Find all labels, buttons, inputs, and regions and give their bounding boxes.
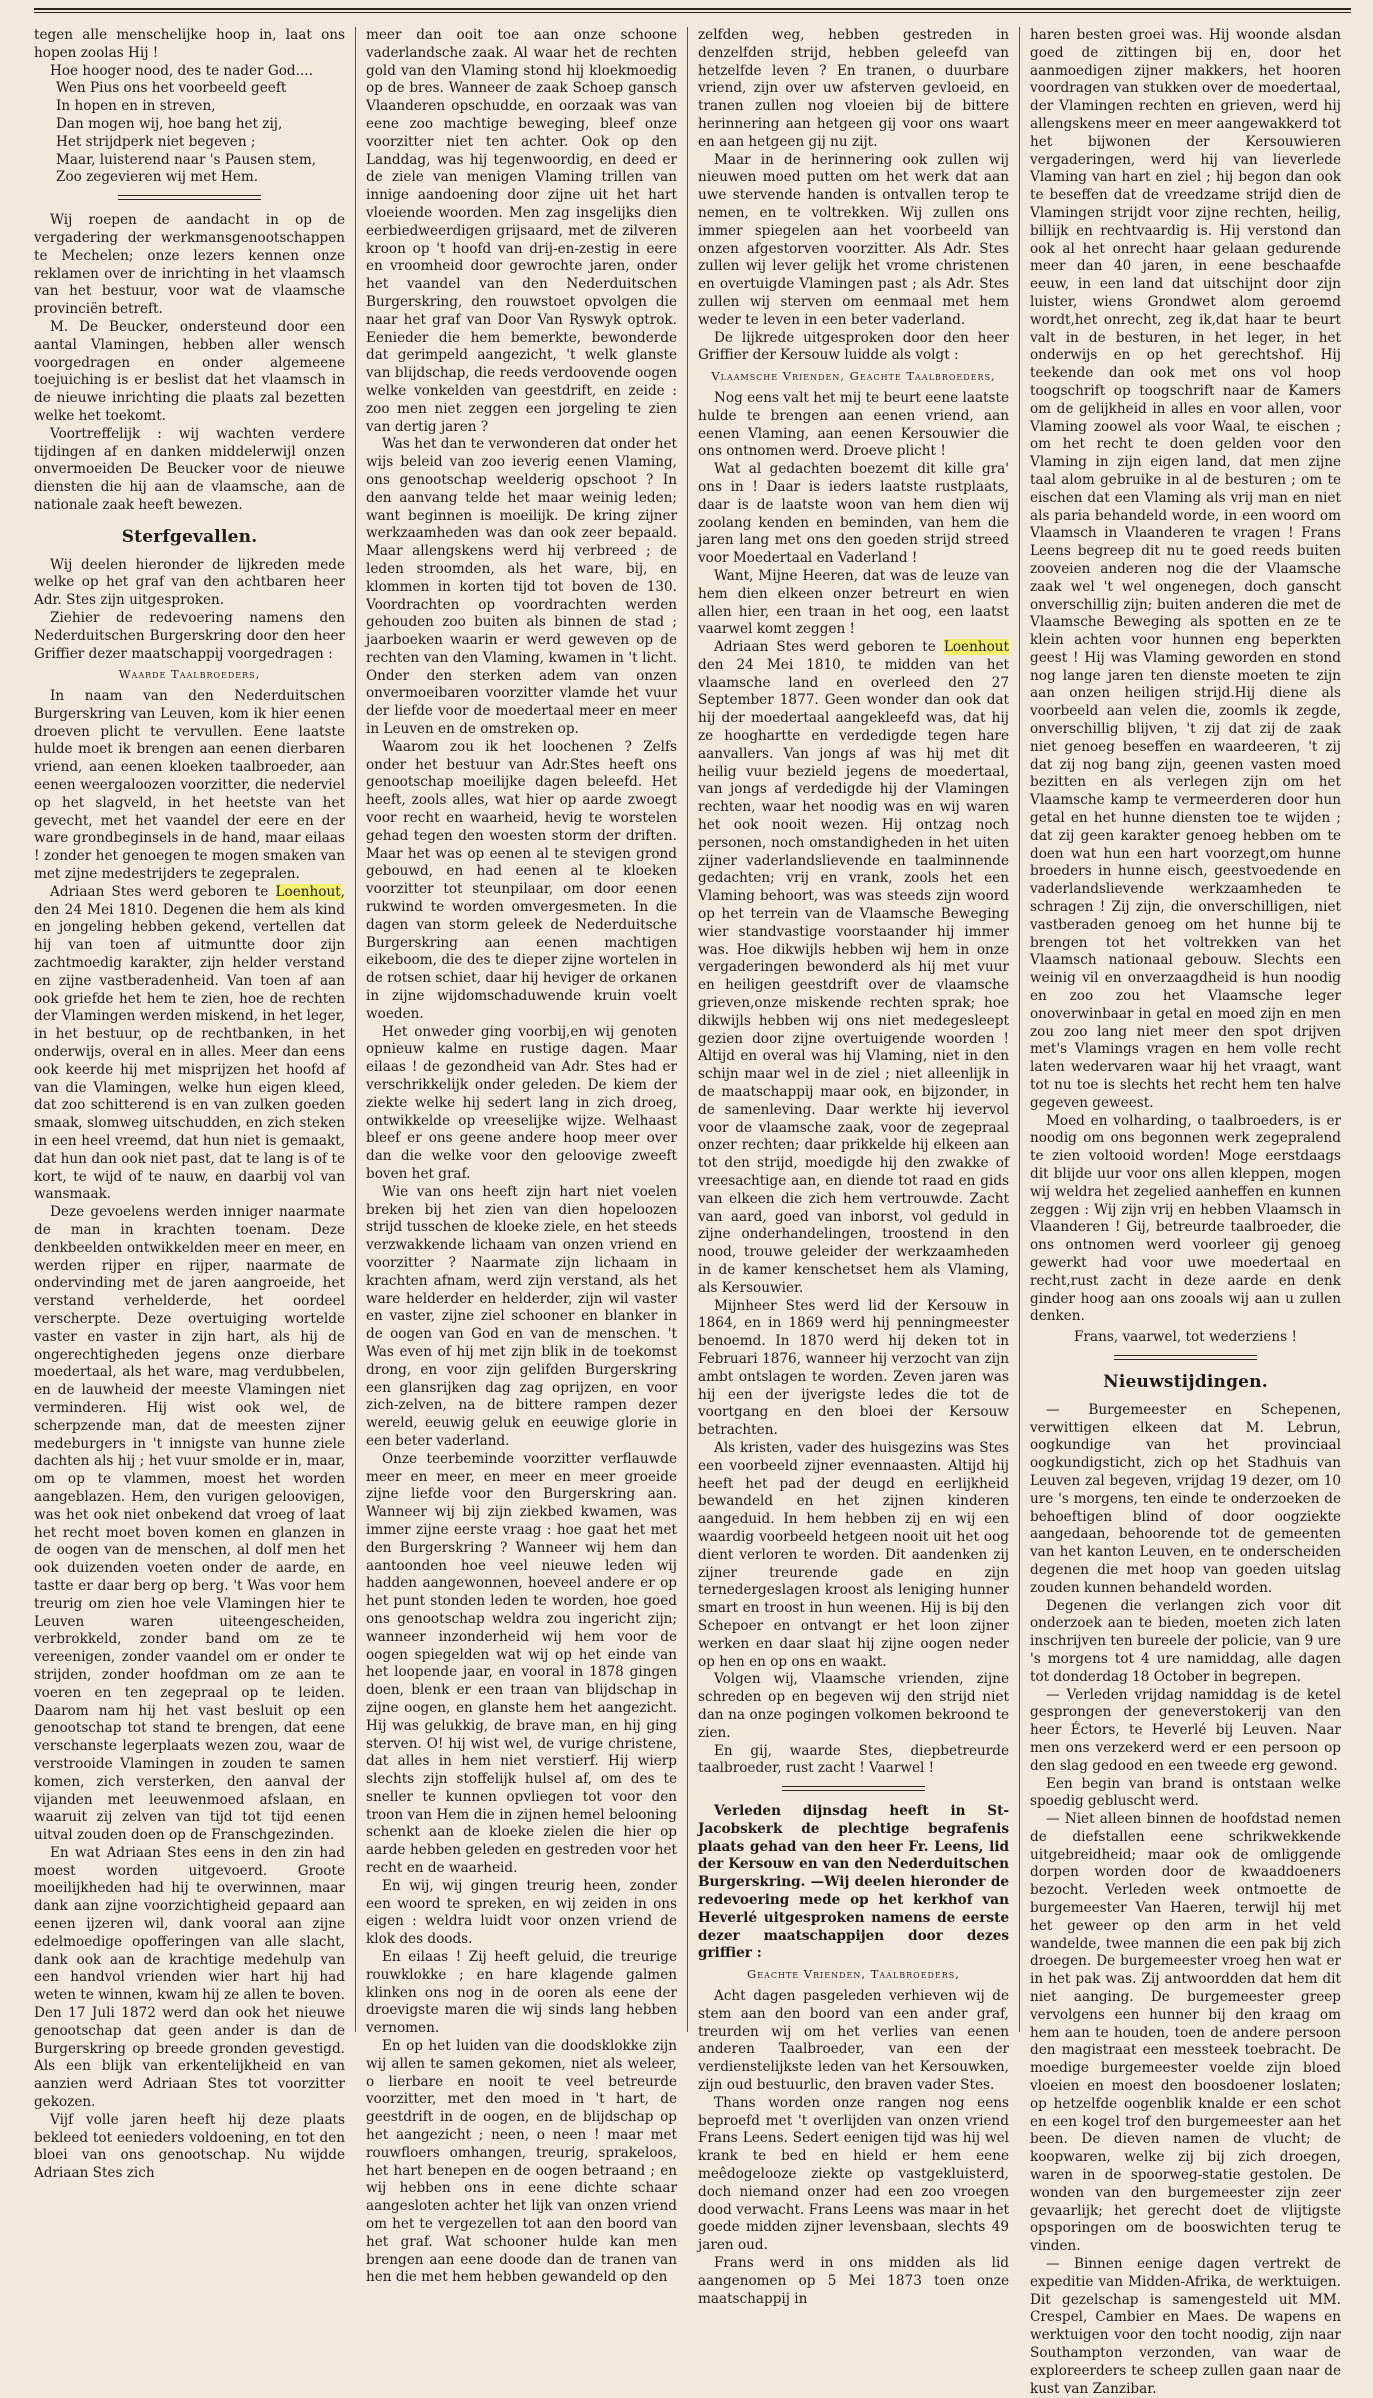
article-paragraph: Wij deelen hieronder de lijkreden mede welke op het graf van den achtbaren heer Adr. Stes zijn uitgesproken.: [34, 556, 345, 609]
article-paragraph: [34, 884, 345, 1204]
article-paragraph: Wat al gedachten boezemt dit kille gra' ons in ! Daar is ieders laatste rustplaats, daar is de laatste woon van hem dien wij zoolang kenden en beminden, van hem die jaren lang met ons den goeden strijd streed voor Moedertaal en Vaderland !: [698, 461, 1009, 567]
article-paragraph: M. De Beucker, ondersteund door een aantal Vlamingen, hebben aller wensch voorgedragen en onder algemeene toejuiching is er beslist dat het vlaamsch in de nieuwe inrichting die plaats zal bezetten welke het toekomt.: [34, 318, 345, 424]
section-divider: [782, 1786, 925, 1791]
column-2: [356, 27, 688, 2286]
article-paragraph: Een begin van brand is ontstaan welke spoedig gebluscht werd.: [1030, 1775, 1341, 1810]
signature-line: Frans, vaarwel, tot wederziens !: [1074, 1329, 1297, 1346]
column-3: [688, 27, 1020, 2307]
article-paragraph: Thans worden onze rangen nog eens beproefd met 't overlijden van onzen vriend Frans Leens. Sedert eenigen tijd was hij wel krank te bed en hield er hem eene meêdogelooze ziekte op vastgekluisterd, doch niemand onzer had een zoo vroegen dood verwacht. Frans Leens was maar in het goede midden zijner levensbaan, slechts 49 jaren oud.: [698, 2094, 1009, 2254]
verse-line-6: Zoo zegevieren wij met Hem.: [56, 169, 259, 186]
article-paragraph: Voortreffelijk : wij wachten verdere tijdingen af en danken middelerwijl onzen onvermoeiden De Beucker voor de nieuwe diensten die hij aan de vlaamsche, aan de nationale zaak heeft bewezen.: [34, 425, 345, 513]
article-paragraph: Degenen die verlangen zich voor dit onderzoek aan te bieden, moeten zich laten inschrijven ten bureele der policie, van 9 ure 's morgens tot 4 ure namiddag, alle dagen tot donderdag 18 October in begrepen.: [1030, 1597, 1341, 1685]
article-paragraph: Moed en volharding, o taalbroeders, is er noodig om ons begonnen werk zegepralend te zien voltooid worden! Moge eerstdaags dit blijde uur voor ons allen kleppen, mogen wij weldra het zegelied aanheffen en kunnen zeggen : Wij zijn vrij en hebben Vlaamsch in Vlaanderen ! Gij, betreurde taalbroeder, die ons ontnomen werd voorleer gij genoeg gewerkt had voor uwe moedertaal en recht,rust zacht in deze aarde en denk ginder hoog aan ons zooals wij aan u zullen denken.: [1030, 1112, 1341, 1325]
article-paragraph: En op het luiden van die doodsklokke zijn wij allen te samen gekomen, niet als weleer, o lierbare en nooit te veel betreurde voorzitter, met den moed in 't hart, de geestdrift in de oogen, en de blijdschap op het aangezicht ; neen, o neen ! maar met rouwfloers omhangen, treurig, sprakeloos, het hart benepen en de oogen betraand ; en wij hebben ons in eene dichte schaar aangesloten achter het lijk van onzen vriend om het te vergezellen tot aan den boord van het graf. Wat schooner hulde kan men brengen aan eene doode dan de tranen van hen die met hem hebben gewandeld op den: [366, 2038, 677, 2286]
article-paragraph: De lijkrede uitgesproken door den heer Griffier der Kersouw luidde als volgt :: [698, 329, 1009, 364]
article-paragraph: Vijf volle jaren heeft hij deze plaats bekleed tot eenieders voldoening, en tot den bloei van ons genootschap. Nu wijdde Adriaan Stes zich: [34, 2111, 345, 2182]
article-paragraph: Wie van ons heeft zijn hart niet voelen breken bij het zien van dien hopeloozen strijd tusschen de kloeke ziele, en het steeds verzwakkende lichaam van onzen vriend en voorzitter ? Naarmate zijn lichaam in krachten afnam, werd zijn verstand, als het ware helderder en helderder, zijn wil vaster en vaster, zijne ziel schooner en blanker in de oogen van God en van de menschen. 't Was even of hij met zijn blik in de toekomst drong, en voor zijn gelifden Burgerskring een glansrijken dag zag oprijzen, en voor zich-zelven, na de bittere rampen dezer wereld, eeuwig geluk en eeuwige glorie in een beter vaderland.: [366, 1183, 677, 1449]
article-paragraph: meer dan ooit toe aan onze schoone vaderlandsche zaak. Al waar het de rechten gold van den Vlaming stond hij kloekmoedig op de bres. Wanneer de zaak Schoep gansch Vlaanderen opschudde, en oorzaak was van eene zoo machtige beweging, bleef onze voorzitter niet ten achter. Ook op den Landdag, was hij tegenwoordig, en deed er de ziele van menigen Vlaming trillen van innige aandoening door zijne uit het hart vloeiende woorden. Men zag insgelijks dien eerbiedweerdigen grijsaard, met de zilveren kroon op 't hoofd van drij-en-zestig in eere en vroomheid door gewrochte jaren, onder het vaandel van den Nederduitschen Burgerskring, den rouwstoet opvolgen die naar het graf van Door Van Ryswyk optrok. Eenieder die hem bemerkte, bewonderde dat gerimpeld aangezicht, 't welk glanste van blijdschap, die reeds verdoovende oogen welke vonkelden van geestdrift, en zeide : zoo men niet zeggen een jorgeling te zien van dertig jaren ?: [366, 27, 677, 435]
article-paragraph: Onze teerbeminde voorzitter verflauwde meer en meer, en meer en meer groeide zijne liefde voor den Burgerskring aan. Wanneer wij bij zijn ziekbed kwamen, was immer zijne eerste vraag : hoe gaat het met den Burgerskring ? Wanneer wij hem dan aantoonden hoe veel nieuwe leden wij hadden aangewonnen, hoeveel andere er op het punt stonden leden te worden, hoe goed ons genootschap weldra zou ingericht zijn; wanneer inzonderheid wij hem voor de oogen spiegelden wat wij op het einde van het loopende jaar, en vooral in 1878 gingen doen, blenk er een traan van blijdschap in zijne oogen, en glanste hem het aangezicht. Hij was gelukkig, de brave man, en hij ging sterven. O! hij wist wel, de vurige christene, dat alles in hem niet verstierf. Hij wierp slechts zijn stoffelijk hulsel af, om des te sneller te kunnen opvliegen tot voor den troon van Hem die in zijnen hemel belooning schenkt aan de kloeke zielen die hier op aarde hebben geleden en gestreden voor het recht en de waarheid.: [366, 1450, 677, 1877]
verse-line-4: Het strijdperk niet begeven ;: [56, 133, 256, 150]
article-paragraph: — Binnen eenige dagen vertrekt de expeditie van Midden-Afrika, de werktuigen. Dit gezelschap is samengesteld uit MM. Crespel, Cambier en Maes. De wapens en werktuigen voor den tocht noodig, zijn naar Southampton verzonden, van waar de exploreerders te scheep zullen gaan naar de kust van Zanzibar.: [1030, 2256, 1341, 2397]
article-paragraph: Volgen wij, Vlaamsche vrienden, zijne schreden op en begeven wij den strijd niet dan na onze pogingen volkomen bekroond te zien.: [698, 1671, 1009, 1741]
verse: [34, 80, 345, 187]
article-paragraph: Deze gevoelens werden inniger naarmate de man in krachten toenam. Deze denkbeelden ontwikkelden meer en meer, en werden rijper en rijper, naarmate de ondervinding met de jaren aangroeide, het verstand verhelderde, het oordeel verscherpte. Deze overtuiging wortelde vaster en vaster in zijn hart, als hij de ongerechtigheden jegens onze dierbare moedertaal, als het ware, mag verdubbelen, en de lauwheid der meeste Vlamingen niet verminderen. Hij wist ook wel, de scherpzende man, dat de meesten zijner medeburgers in 't innigste van hunne ziele dachten als hij ; het vuur smolde er in, maar, om op te vlammen, moest het worden aangeblazen. Hem, den vurigen geloovigen, was het ook niet onbekend dat vroeg of laat het recht moet boven komen en glanzen in de oogen van de menschen, al dolf men het ook duizenden voeten onder de aarde, en tastte er daar berg op berg. 't Was voor hem treurig om zien hoe vele Vlamingen hier te Leuven waren uiteengescheiden, verbrokkeld, zonder band om ze te vereenigen, zonder vaandel om er onder te strijden, zonder hoofdman om ze aan te voeren en ten zegepraal op te leiden. Daarom nam hij het vast besluit op een genootschap tot stand te brengen, dat eene verschanste legerplaats wezen zou, waar de verstrooide Vlamingen in zouden te samen komen, zich versterken, den aanval der vijanden met leeuwenmoed afslaan, en waaruit zij zelven van tijd tot tijd eenen uitval zouden doen op de Franschgezinden.: [34, 1204, 345, 1844]
article-paragraph: Verleden dijnsdag heeft in St-Jacobskerk de plechtige begrafenis plaats gehad van den heer Fr. Leens, lid der Kersouw en van den Nederduitschen Burgerskring. —Wij deelen hieronder de redevoering mede op het kerkhof van Heverlé uitgesproken namens de eerste dezer maatschappijen door dezes griffier :: [698, 1803, 1009, 1962]
verse-line: Hoe hooger nood, des te nader God....: [50, 62, 313, 79]
article-paragraph: Mijnheer Stes werd lid der Kersouw in 1864, en in 1869 werd hij penningmeester benoemd. In 1870 werd hij deken tot in Februari 1876, wanneer hij verzocht van zijn ambt ontslagen te worden. Zeven jaren was hij een der ijverigste ledes die tot de voortgang en den bloei der Kersouw betrachten.: [698, 1297, 1009, 1439]
article-paragraph: — Verleden vrijdag namiddag is de ketel gesprongen der geneverstokerij van den heer Éctors, te Heverlé bij Leuven. Naar men ons verzekerd werd er een persoon op den slag gedood en een tweede erg gewond.: [1030, 1686, 1341, 1774]
article-paragraph: — Burgemeester en Schepenen, verwittigen elkeen dat M. Lebrun, oogkundige van het provinciaal oogkundigsticht, zich op het Stadhuis van Leuven zal begeven, vrijdag 19 dezer, om 10 ure 's morgens, ten einde te onderzoeken de behoeftigen blind of door oogziekte aangedaan, behoorende tot de gemeenten van het kanton Leuven, en te onderscheiden degenen die met hoop van goeden uitslag zouden kunnen behandeld worden.: [1030, 1401, 1341, 1596]
article-paragraph: Waarom zou ik het loochenen ? Zelfs onder het bestuur van Adr.Stes heeft ons genootschap moeilijke dagen beleefd. Het heeft, zools alles, wat hier op aarde zwoegt voor recht en waarheid, hevig te worstelen gehad tegen den woesten storm der driften. Maar het was op eenen al te stevigen grond gebouwd, en had eenen al te kloeken voorzitter tot steunpilaar, om door eenen rukwind te worden omvergesmeten. In die dagen van storm geleek de Nederduitsche Burgerskring aan eenen machtigen eikeboom, die des te dieper zijne wortelen in de rotsen schiet, daar hij heviger de orkanen in zijne wijdomschaduwende kruin voelt woeden.: [366, 738, 677, 1022]
verse-line-2: In hopen en in streven,: [56, 98, 216, 115]
article-paragraph: En eilaas ! Zij heeft geluid, die treurige rouwklokke ; en hare klagende galmen klinken ons nog in de ooren als eene der droevigste maren die wij sinds lang hebben vernomen.: [366, 1949, 677, 2037]
text-run: Adriaan Stes werd geboren te: [50, 883, 276, 900]
verse-line-1: Wen Pius ons het voorbeeld geeft: [56, 80, 287, 97]
salutation: Vlaamsche Vrienden, Geachte Taalbroeders,: [711, 369, 996, 384]
salutation: Waarde Taalbroeders,: [118, 667, 261, 682]
article-paragraph: [698, 639, 1009, 1297]
section-heading-sterfgevallen: Sterfgevallen.: [121, 526, 258, 547]
article-paragraph: En wat Adriaan Stes eens in den zin had moest worden uitgevoerd. Groote moeilijkheden had hij te overwinnen, maar dank aan zijne voorzichtigheid gepaard aan eenen ijzeren wil, dank vooral aan zijne edelmoedige opofferingen van alle slacht, dank ook aan de krachtige medehulp van een handvol vrienden wier hart hij had weten te winnen, kwam hij ze allen te boven. Den 17 Juli 1872 werd dan ook het nieuwe genootschap dat geen ander is dan de Burgerskring op breede gronden gevestigd. Als een blijk van erkentelijkheid en van aanzien werd Adriaan Stes tot voorzitter gekozen.: [34, 1844, 345, 2111]
article-paragraph: Het onweder ging voorbij,en wij genoten opnieuw kalme en rustige dagen. Maar eilaas ! de gezondheid van Adr. Stes had er verschrikkelijk onder geleden. De kiem der ziekte welke hij sedert lang in zich droeg, ontwikkelde op vreeselijke wijze. Welhaast bleef er ons geene andere hoop meer over dan die welke voor den geloovige zweeft boven het graf.: [366, 1023, 677, 1182]
column-4: [1020, 27, 1351, 2397]
section-heading-nieuwstijdingen: Nieuwstijdingen.: [1103, 1371, 1268, 1392]
article-paragraph: Maar in de herinnering ook zullen wij nieuwen moed putten om het werk dat aan uwe stervende handen is ontvallen terop te nemen, en te voltrekken. Wij zullen ons immer spiegelen aan het voorbeeld van onzen afgestorven voorzitter. Als Adr. Stes zullen wij lever gelijk het vrome christenen en overtuigde Vlamingen past ; als Adr. Stes zullen wij sterven om eenmaal met hem weder te leven in een beter vaderland.: [698, 151, 1009, 328]
top-rule: [34, 8, 1351, 13]
article-paragraph: Ziehier de redevoering namens den Nederduitschen Burgerskring door den heer Griffier dezer maatschappij voorgedragen :: [34, 609, 345, 662]
verse-line-3: Dan mogen wij, hoe bang het zij,: [56, 115, 283, 132]
article-paragraph: Was het dan te verwonderen dat onder het wijs beleid van zoo ieverig eenen Vlaming, ons genootschap weelderig opschoot ? In den aanvang telde het maar weinig leden; want beginnen is moeilijk. De kring zijner werkzaamheden was dan ook zeer bepaald. Maar allengskens werd hij verbreed ; de leden stroomden, als het ware, bij, en klommen in korten tijd tot boven de 130. Voordrachten op voordrachten werden gehouden zoo buiten als binnen de stad ; jaarboeken waarin er werd geweven op de rechten van den Vlaming, kwamen in 't licht. Onder den sterken adem van onzen onvermoeibaren voorzitter vlamde het vuur der liefde voor de moedertaal meer en meer in Leuven en de omstreken op.: [366, 436, 678, 738]
article-paragraph: Frans werd in ons midden als lid aangenomen op 5 Mei 1873 toen onze maatschappij in: [698, 2255, 1009, 2307]
article-paragraph: haren besten groei was. Hij woonde alsdan goed de zittingen bij en, door het aanmoedigen zijner makkers, het hooren voordragen van stukken over de moedertaal, der Vlamingen rechten en grieven, werd hij allengskens meer en meer aangewakkerd tot het bijwonen der Kersouwieren vergaderingen, werd hij van lieverlede Vlaming van hart en ziel ; hij begon dan ook te beseffen dat de vreedzame strijd dien de Vlamingen strijdt voor zijne rechten, heilig, billijk en rechtvaardig is. Hij verstond dan ook al het onrecht haar gelaan gedurende meer dan 40 jaren, in eene beschaafde eeuw, in een land dat uitschijnt door zijn luister, wiens Grondwet alom geroemd wordt,het onrecht, zeg ik,dat haar te beurt valt in de besturen, in het leger, in het onderwijs en op het gerechtshof. Hij teekende dan ook met ons vol hoop toogschrift op toogschrift naar de Kamers om de gelijkheid in alles en voor allen, voor Vlaming zoowel als voor Waal, te eischen ; om het recht te doen gelden voor den Vlaming in zijn eigen land, dat men zijne taal alom gebruike in al de besturen ; om te eischen dat een Vlaming als vrij man en niet als paria behandeld worde, in een woord om Vlaamsch in Vlaanderen te vragen ! Frans Leens begreep dit nu te goed reeds buiten zooveien anderen nog die der Vlaamsche zaak wel 't wel ongenegen, doch ganscht onverschillig zijn; buiten anderen die met de Vlaamsche Beweging als spotten en ze te klein achten voor hunnen eng beperkten geest ! Hij was Vlaming geworden en stond nog lange jaren ten dienste moeten te zijn aan onzen heiligen strijd.Hij diene als voorbeeld aan velen die, zoomls ik zegde, onverschillig blijven, 't zij dat zij de zaak niet genoeg beseffen en waardeeren, 't zij dat zij nog bang zijn, geenen vasten moed bezitten en als verlegen zijn om het Vlaamsche kamp te vermeerderen door hun getal en het hunne diensten toe te wijden ; dat zij geen karakter genoeg hebben om te doen wat hun een hart voorzegt,om hunne broeders in hunne eisch, geestvoedende en vaderlandslievende werkzaamheden te schragen ! Zij zijn, die onverschilligen, niet vastberaden genoeg om het hunne bij te brengen tot het voltrekken van het Vlaamsch nationaal gebouw. Slechts een weinig vil en onverzaagdheid is hun noodig en zoo zou het Vlaamsche leger onoverwinbaar in getal en moed zijn en men zou zoo lang niet meer den spot drijven met's Vlamings vragen en hem volle recht laten wedervaren waar hij het vraagt, want tot nu toe is slechts het recht hem ten halve gegeven geweest.: [1030, 27, 1341, 1111]
columns: [34, 27, 1351, 2397]
text-run: Adriaan Stes werd geboren te: [714, 639, 944, 656]
article-paragraph: En wij, wij gingen treurig heen, zonder een woord te spreken, en wij zeiden in ons eigen : weldra luidt voor onzen vriend de klok des doods.: [366, 1877, 677, 1948]
text-run: , den 24 Mei 1810. Degenen die hem als kind en jongeling hebben gekend, vertellen dat hij van toen af uitmuntte door zijn zachtmoedig karakter, zijn helder verstand en zijne vastberadenheid. Van toen af aan ook griefde het hem te zien, hoe de rechten der Vlamingen werden miskend, in het leger, in het bestuur, op de rechtbanken, in het onderwijs, overal en in alles. Meer dan eens ook keerde hij met misprijzen het hoofd af van die Vlamingen, welke hun eigen kleed, dat zoo schitterend is en van zulken goeden smaak, slomweg uitschudden, en zich steken in een heel vreemd, dat hun niet is gemaakt, dat hun dan ook niet past, dat te lang is of te kort, te wijd of te nauw, en daarbij vol van wansmaak.: [34, 883, 345, 1203]
salutation: Geachte Vrienden, Taalbroeders,: [747, 1967, 960, 1982]
highlighted-word: Loenhout: [943, 639, 1009, 656]
article-paragraph: In naam van den Nederduitschen Burgerskring van Leuven, kom ik hier eenen droeven plicht te vervullen. Eene laatste hulde moet ik brengen aan eenen dierbaren vriend, aan eenen kloeken taalbroeder, aan eenen weergaloozen voorzitter, die nederviel op het slagveld, in het heetste van het gevecht, met het vaandel der eere en der ware grondbeginsels in de hand, maar eilaas ! zonder het genoegen te mogen smaken van met zijne medestrijders te zegepralen.: [34, 688, 345, 883]
text-run: den 24 Mei 1810, te midden van het vlaamsche land en overleed den 27 September 1877. Geen wonder dan ook dat hij der moedertaal aangekleefd was, dat hij ze hooghartte en verdedigde tegen hare aanvallers. Van jongs af was hij met dit heilig vuur bezield jegens de moedertaal, van jongs af verdedigde hij der Vlamingen rechten, waar het noodig was en wij waren het ook nooit wezen. Hij ontzag noch personen, noch omstandigheden in het uiten zijner vaderlandslievende en taalminnende gedachten; vrij en vrank, zools het een Vlaming behoort, was was steeds zijn woord op het terrein van de Vlaamsche Beweging wier standvastige voorstaander hij immer was. Hoe dikwijls hebben wij hem in onze vergaderingen bewonderd als hij met vuur en heiligen geestdrift over de vlaamsche grieven,onze miskende rechten sprak; hoe dikwijls hebben wij ons niet medegesleept gezien door zijne overtuigende woorden ! Altijd en overal was hij Vlaming, niet in den schijn maar wel in de ziel ; niet alleenlijk in de maatschappij maar ook, en bijzonder, in de samenleving. Daar werkte hij ievervol voor de vlaamsche zaak, voor de zegepraal onzer rechten; daar prikkelde hij elkeen aan tot den strijd, moedigde hij den zwakke of vreesachtige aan, en diende tot raad en gids van elkeen die zich hem vertrouwde. Zacht van aard, goed van inborst, vol geduld in zijne onderhandelingen, troostend in den nood, trouwe geleider der werkzaamheden in de kamer kenschetset hem als Vlaming, als Kersouwier.: [698, 656, 1009, 1296]
article-paragraph: Als kristen, vader des huisgezins was Stes een voorbeeld zijner evennaasten. Altijd hij heeft het pad der deugd en eerlijkheid bewandeld en het zijnen kinderen aangeduid. In hem hebben zij en wij een waardig voorbeeld hetgeen nooit uit het oog dient verloren te worden. Dit aandenken zij zijner treurende gade en zijn ternedergeslagen kroost als leniging hunner smart en troost in hun weenen. Hij is bij den Schepoer en ontvangt er het loon zijner werken en daar slaat hij zijne oogen neder op hen en op ons en waakt.: [698, 1439, 1009, 1670]
article-paragraph: zelfden weg, hebben gestreden in denzelfden strijd, hebben geleefd van hetzelfde leven ? En tranen, o duurbare vriend, zijn over uw afsterven gevloeid, en tranen zullen nog vloeien bij de bittere herinnering aan hetgeen gij voor ons waart en aan hetgeen gij nu zijt.: [698, 27, 1009, 150]
section-divider: [118, 195, 261, 200]
highlighted-word: Loenhout: [275, 883, 341, 900]
article-paragraph: En gij, waarde Stes, diepbetreurde taalbroeder, rust zacht ! Vaarwel !: [698, 1742, 1009, 1777]
verse-line-5: Maar, luisterend naar 's Pausen stem,: [56, 151, 317, 168]
article-paragraph: Acht dagen pasgeleden verhieven wij de stem aan den boord van een ander graf, treurden wij om het verlies van eenen anderen Taalbroeder, van een der verdienstelijkste leden van het Kersouwken, zijn oud bestuurlic, den braven vader Stes.: [698, 1988, 1009, 2094]
section-divider: [1114, 1355, 1257, 1360]
article-paragraph: Nog eens valt het mij te beurt eene laatste hulde te brengen aan eenen vriend, aan eenen Vlaming, aan eenen Kersouwier die ons ontnomen werd. Droeve plicht !: [698, 389, 1009, 460]
article-paragraph: — Niet alleen binnen de hoofdstad nemen de diefstallen eene schrikwekkende uitgebreidheid; maar ook de omliggende dorpen worden door de kwaaddoeners bezocht. Verleden week ontmoette de burgemeester Van Haeren, terwijl hij met het geweer op den arm in het veld wandelde, twee mannen die een pak bij zich droegen. De burgemeester vroeg hen wat er in het pak was. Zij antwoordden dat hem dit niet aanging. De burgemeester greep vervolgens een hunner bij den kraag om hem aan te houden, toen de andere persoon den magistraat een messteek toebracht. De moedige burgemeester voelde zijn bloed vloeien en moest den boosdoener loslaten; op hetzelfde oogenblik knalde er een schot en een kogel trof den burgemeester aan het been. De dieven namen de vlucht; de koopwaren, welke zij bij zich droegen, waren in de spoorweg-statie gestolen. De wonden van den burgemeester zijn zeer gevaarlijk; het gerecht doet de vlijtigste opsporingen om de booswichten terug te vinden.: [1030, 1811, 1341, 2255]
article-paragraph: Want, Mijne Heeren, dat was de leuze van hem dien elkeen onzer betreurt en wien allen hier, een traan in het oog, een laatst vaarwel komt zeggen !: [698, 567, 1009, 638]
article-paragraph: Wij roepen de aandacht in op de vergadering der werkmansgenootschappen te Mechelen; onze lezers kennen onze reklamen over de inrichting in het vlaamsch van het bestuur, voor wat de vlaamsche provinciën betreft.: [34, 212, 345, 318]
column-1: [34, 27, 356, 2182]
verse-intro: tegen alle menschelijke hoop in, laat ons hopen zoolas Hij !: [34, 27, 345, 61]
